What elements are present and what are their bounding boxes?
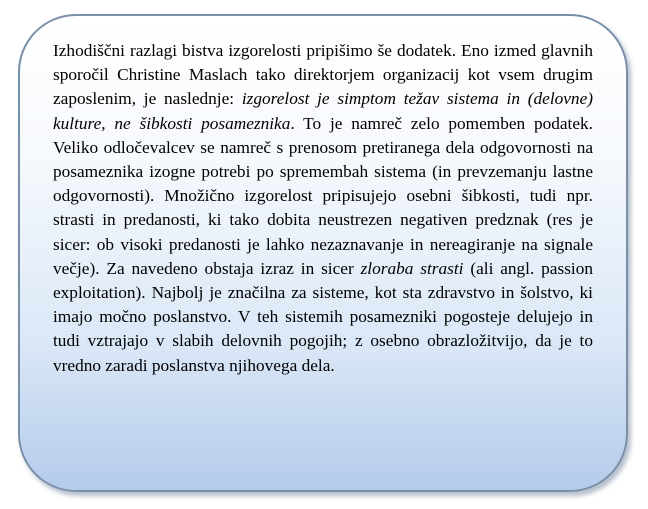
emphasis-burnout-definition: izgorelost je simptom težav sistema in (delovne) kulture, ne šibkosti posameznika bbox=[53, 89, 593, 133]
text-segment-1: Izhodiščni razlagi bistva izgorelosti pripišimo še dodatek. Eno izmed glavnih sporočil Christine Maslach tako direktorjem organizacij kot vsem drugim zaposlenim, je naslednje: bbox=[53, 41, 593, 109]
emphasis-passion-exploitation: zloraba strasti bbox=[360, 258, 464, 278]
callout-paragraph bbox=[53, 39, 593, 378]
text-segment-3: (ali angl. passion exploitation). Najbolj je značilna za sisteme, kot sta zdravstvo in šolstvo, ki imajo močno poslanstvo. V teh sistemih posamezniki pogosteje delujejo in tudi vztrajajo v slabih delovnih pogojih; z osebno obrazložitvijo, da je to vredno zaradi poslanstva njihovega dela. bbox=[53, 258, 594, 375]
text-segment-2: . To je namreč zelo pomemben podatek. Veliko odločevalcev se namreč s prenosom pretiranega dela odgovornosti na posameznika izogne potrebi po spremembah sistema (in prevzemanju lastne odgovornosti). Množično izgorelost pripisujejo osebni šibkosti, tudi npr. strasti in predanosti, ki tako dobita neustrezen negativen predznak (res je sicer: ob visoki predanosti je lahko nezaznavanje in nereagiranje na signale večje). Za navedeno obstaja izraz in sicer bbox=[53, 113, 593, 278]
